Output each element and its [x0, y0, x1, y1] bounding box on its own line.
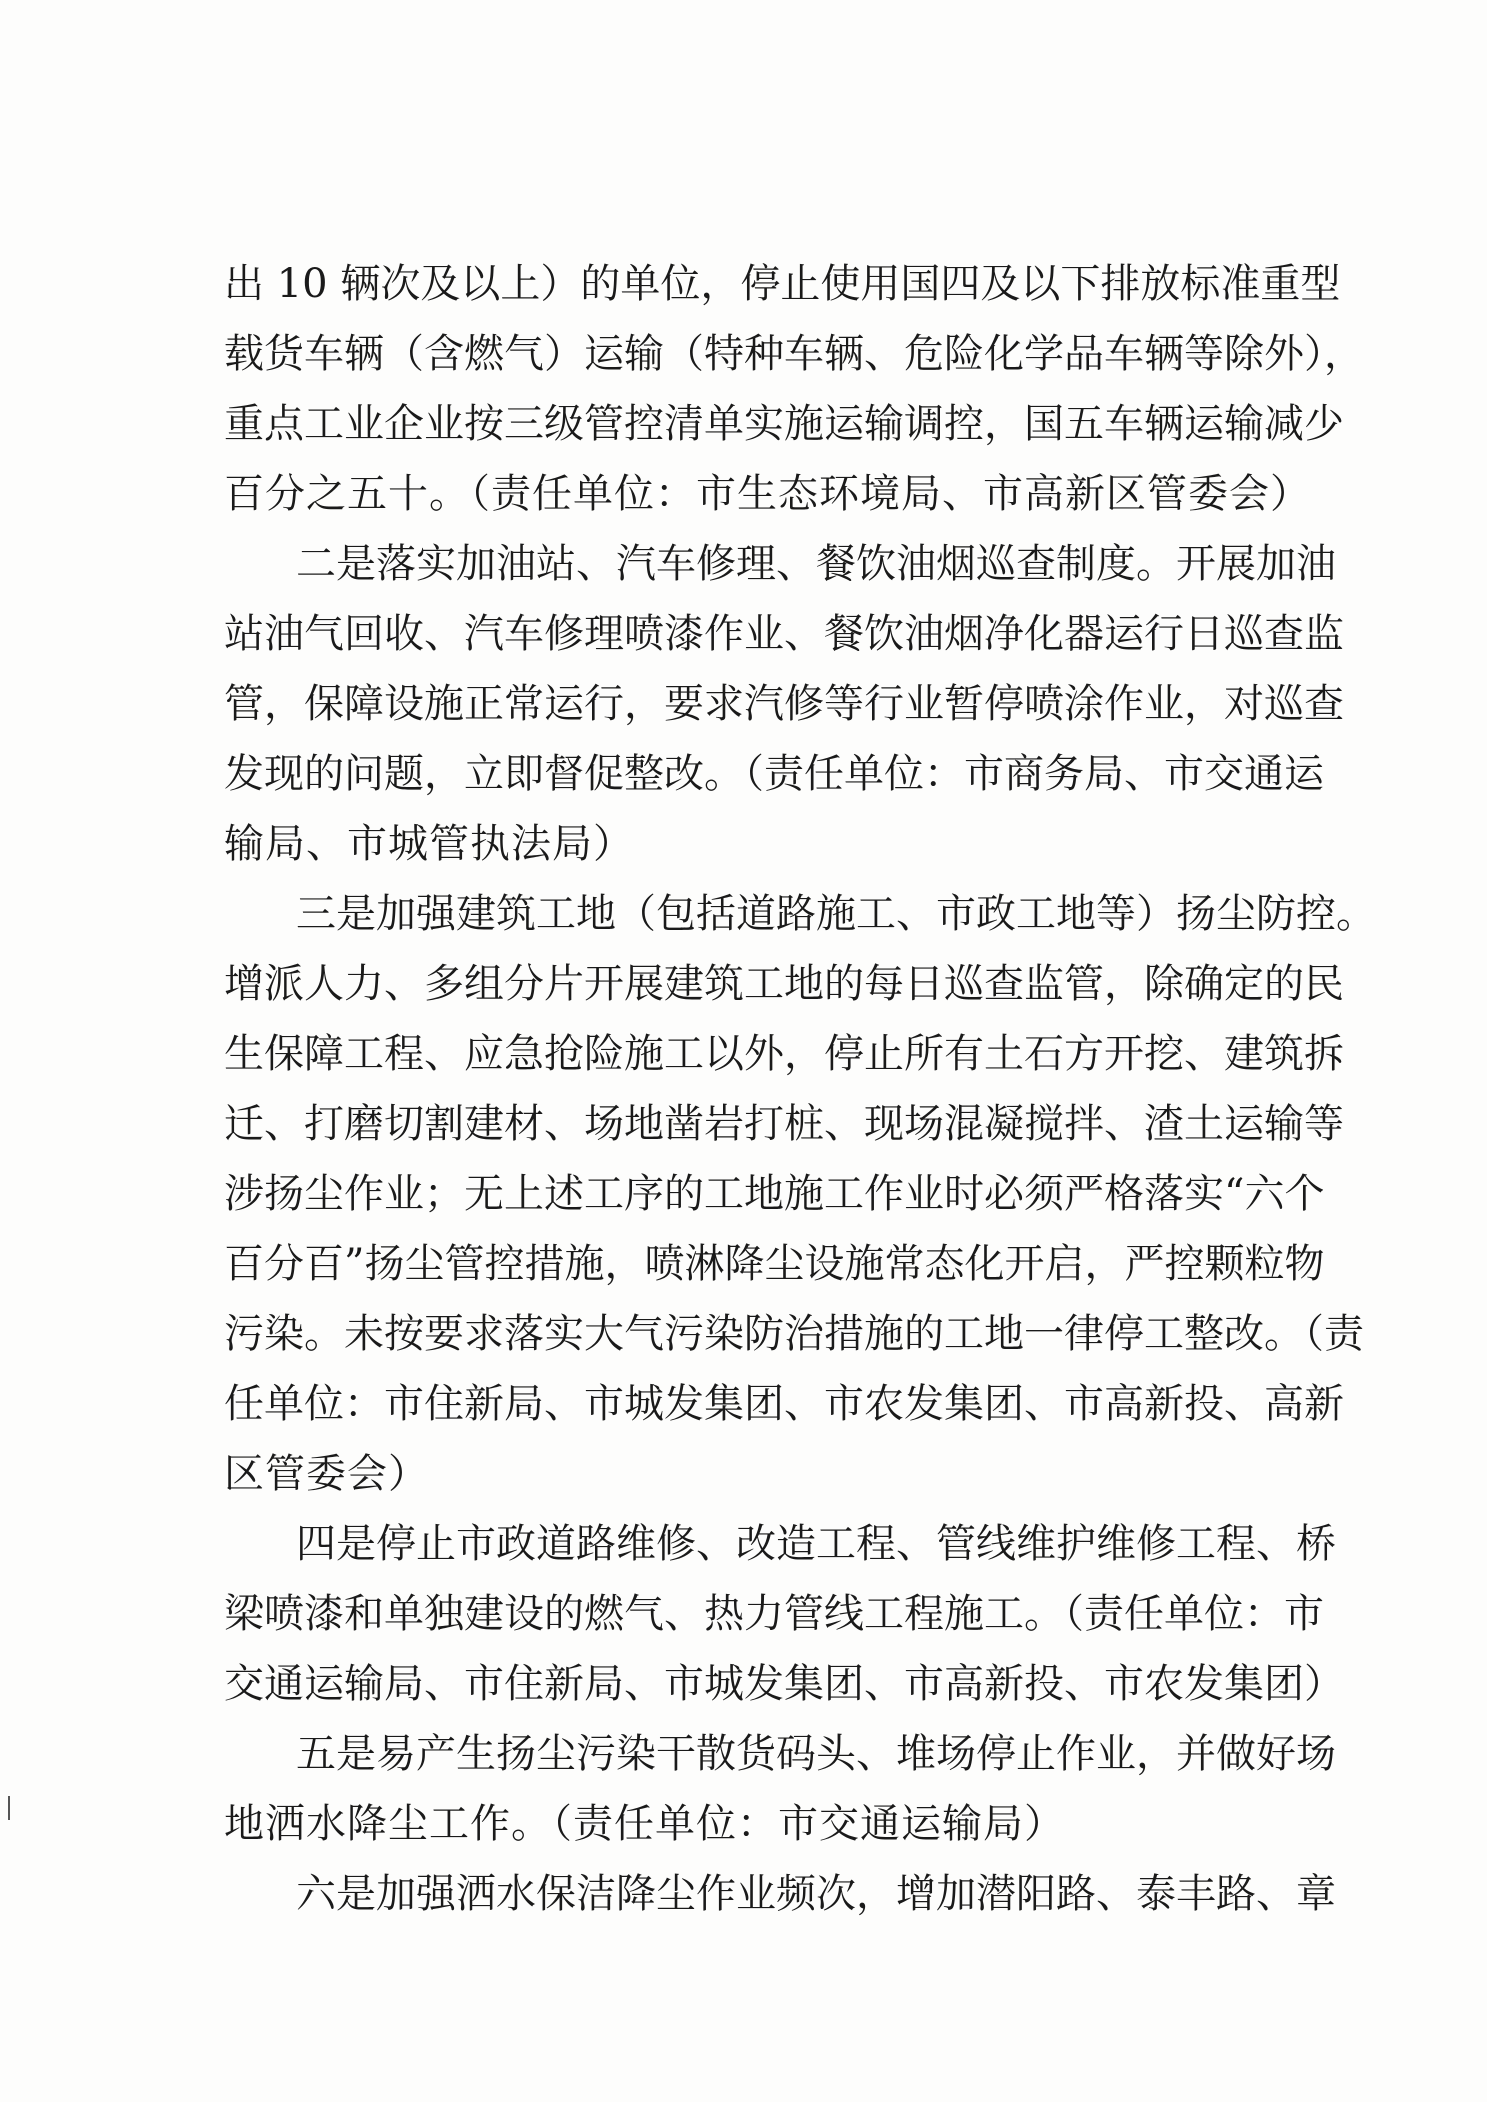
text-line: 梁喷漆和单独建设的燃气、热力管线工程施工。（责任单位：市	[224, 1591, 1324, 1637]
text-line: 管，保障设施正常运行，要求汽修等行业暂停喷涂作业，对巡查	[224, 681, 1344, 727]
text-line: 污染。未按要求落实大气污染防治措施的工地一律停工整改。（责	[224, 1311, 1364, 1357]
text-line: 出 10 辆次及以上）的单位，停止使用国四及以下排放标准重型	[224, 261, 1341, 307]
paragraph-start-line: 五是易产生扬尘污染干散货码头、堆场停止作业，并做好场	[296, 1731, 1336, 1777]
text-line: 交通运输局、市住新局、市城发集团、市高新投、市农发集团）	[224, 1661, 1344, 1707]
text-line: 迁、打磨切割建材、场地凿岩打桩、现场混凝搅拌、渣土运输等	[224, 1101, 1344, 1147]
text-line: 载货车辆（含燃气）运输（特种车辆、危险化学品车辆等除外），	[224, 331, 1364, 377]
text-line: 生保障工程、应急抢险施工以外，停止所有土石方开挖、建筑拆	[224, 1031, 1344, 1077]
paragraph-start-line: 三是加强建筑工地（包括道路施工、市政工地等）扬尘防控。	[296, 891, 1376, 937]
text-line: 发现的问题，立即督促整改。（责任单位：市商务局、市交通运	[224, 751, 1324, 797]
paragraph-start-line: 四是停止市政道路维修、改造工程、管线维护维修工程、桥	[296, 1521, 1336, 1567]
paragraph-start-line: 六是加强洒水保洁降尘作业频次，增加潜阳路、泰丰路、章	[296, 1871, 1336, 1917]
text-line: 重点工业企业按三级管控清单实施运输调控，国五车辆运输减少	[224, 401, 1344, 447]
paragraph-start-line: 二是落实加油站、汽车修理、餐饮油烟巡查制度。开展加油	[296, 541, 1336, 587]
text-line: 百分百”扬尘管控措施，喷淋降尘设施常态化开启，严控颗粒物	[224, 1241, 1325, 1287]
text-line: 涉扬尘作业；无上述工序的工地施工作业时必须严格落实“六个	[224, 1171, 1325, 1217]
text-line: 任单位：市住新局、市城发集团、市农发集团、市高新投、高新	[224, 1381, 1344, 1427]
text-line: 地洒水降尘工作。（责任单位：市交通运输局）	[224, 1801, 1065, 1847]
scan-artifact-mark	[8, 1796, 10, 1820]
text-line: 输局、市城管执法局）	[224, 821, 634, 867]
text-line: 区管委会）	[224, 1451, 429, 1497]
text-line: 站油气回收、汽车修理喷漆作业、餐饮油烟净化器运行日巡查监	[224, 611, 1344, 657]
text-line: 百分之五十。（责任单位：市生态环境局、市高新区管委会）	[224, 471, 1311, 517]
text-line: 增派人力、多组分片开展建筑工地的每日巡查监管，除确定的民	[224, 961, 1344, 1007]
